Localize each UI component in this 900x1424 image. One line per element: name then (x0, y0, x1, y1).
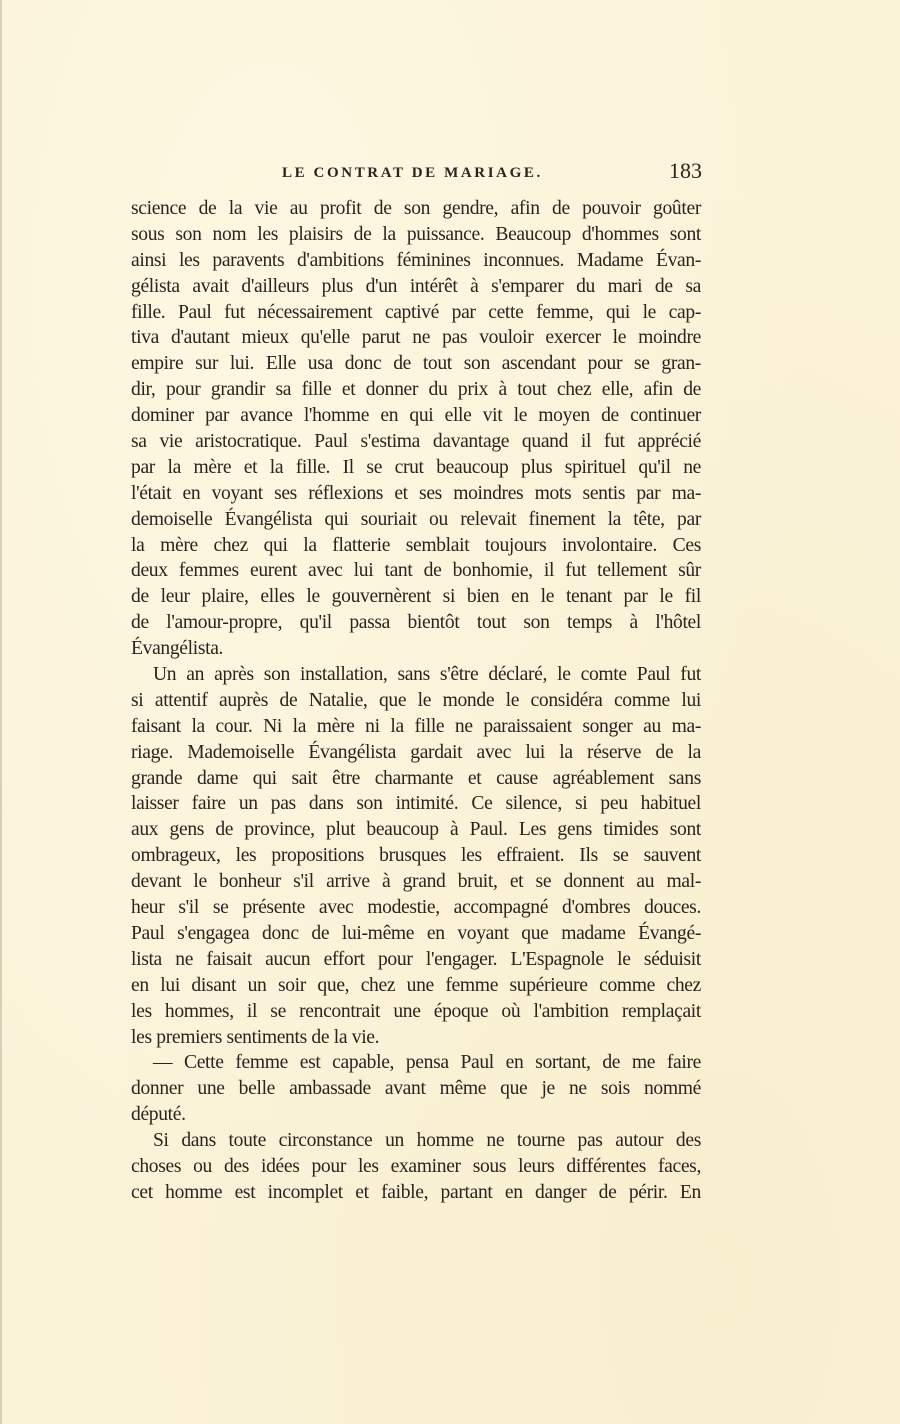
text-line: cet homme est incomplet et faible, partant en danger de périr. En (131, 1181, 701, 1203)
text-line: sous son nom les plaisirs de la puissance. Beaucoup d'hommes sont (131, 223, 701, 245)
text-line: ainsi les paravents d'ambitions féminines inconnues. Madame Évan- (131, 249, 701, 271)
text-line: science de la vie au profit de son gendre, afin de pouvoir goûter (131, 198, 701, 219)
text-line: ombrageux, les propositions brusques les effraient. Ils se sauvent (131, 845, 701, 867)
text-line: député. (131, 1104, 186, 1126)
text-line: dominer par avance l'homme en qui elle vit le moyen de continuer (131, 405, 701, 427)
text-line: Si dans toute circonstance un homme ne tourne pas autour des (153, 1130, 701, 1152)
text-line: demoiselle Évangélista qui souriait ou relevait finement la tête, par (131, 508, 701, 530)
text-line: Un an après son installation, sans s'être déclaré, le comte Paul fut (153, 664, 701, 686)
text-line: heur s'il se présente avec modestie, accompagné d'ombres douces. (131, 897, 701, 919)
text-line: les hommes, il se rencontrait une époque où l'ambition remplaçait (131, 1000, 701, 1022)
text-line: devant le bonheur s'il arrive à grand bruit, et se donnent au mal- (131, 871, 701, 893)
text-line: de leur plaire, elles le gouvernèrent si bien en le tenant par le fil (131, 586, 701, 608)
text-line: l'était en voyant ses réflexions et ses moindres mots sentis par ma- (131, 482, 701, 504)
text-line: donner une belle ambassade avant même que je ne sois nommé (131, 1078, 701, 1100)
text-line: par la mère et la fille. Il se crut beaucoup plus spirituel qu'il ne (131, 456, 701, 478)
text-line: de l'amour-propre, qu'il passa bientôt tout son temps à l'hôtel (131, 612, 701, 634)
page-number: 183 (669, 158, 702, 183)
text-line: lista ne faisait aucun effort pour l'engager. L'Espagnole le séduisit (131, 948, 701, 970)
body-text (131, 196, 701, 1206)
text-line: sa vie aristocratique. Paul s'estima davantage quand il fut apprécié (131, 431, 701, 453)
text-line: riage. Mademoiselle Évangélista gardait avec lui la réserve de la (131, 741, 701, 763)
text-line: choses ou des idées pour les examiner sous leurs différentes faces, (131, 1155, 701, 1177)
text-line: — Cette femme est capable, pensa Paul en sortant, de me faire (153, 1052, 701, 1074)
text-line: grande dame qui sait être charmante et cause agréablement sans (131, 767, 701, 789)
text-line: aux gens de province, plut beaucoup à Paul. Les gens timides sont (131, 819, 701, 841)
text-line: fille. Paul fut nécessairement captivé par cette femme, qui le cap- (131, 301, 701, 323)
text-line: la mère chez qui la flatterie semblait toujours involontaire. Ces (131, 534, 701, 556)
text-line: les premiers sentiments de la vie. (131, 1026, 380, 1048)
text-line: gélista avait d'ailleurs plus d'un intérêt à s'emparer du mari de sa (131, 275, 701, 297)
text-line: empire sur lui. Elle usa donc de tout son ascendant pour se gran- (131, 353, 701, 375)
running-title: LE CONTRAT DE MARIAGE. (282, 165, 543, 181)
text-line: deux femmes eurent avec lui tant de bonhomie, il fut tellement sûr (131, 560, 701, 582)
text-line: si attentif auprès de Natalie, que le monde le considéra comme lui (131, 689, 701, 711)
text-line: laisser faire un pas dans son intimité. Ce silence, si peu habituel (131, 793, 701, 815)
text-line: dir, pour grandir sa fille et donner du prix à tout chez elle, afin de (131, 379, 701, 401)
text-line: faisant la cour. Ni la mère ni la fille ne paraissaient songer au ma- (131, 715, 701, 737)
text-line: tiva d'autant mieux qu'elle parut ne pas vouloir exercer le moindre (131, 327, 701, 349)
running-head (130, 160, 702, 188)
text-line: en lui disant un soir que, chez une femme supérieure comme chez (131, 974, 701, 996)
page-edge (0, 0, 2, 1424)
text-line: Évangélista. (131, 638, 224, 660)
text-line: Paul s'engagea donc de lui-même en voyant que madame Évangé- (131, 922, 701, 944)
